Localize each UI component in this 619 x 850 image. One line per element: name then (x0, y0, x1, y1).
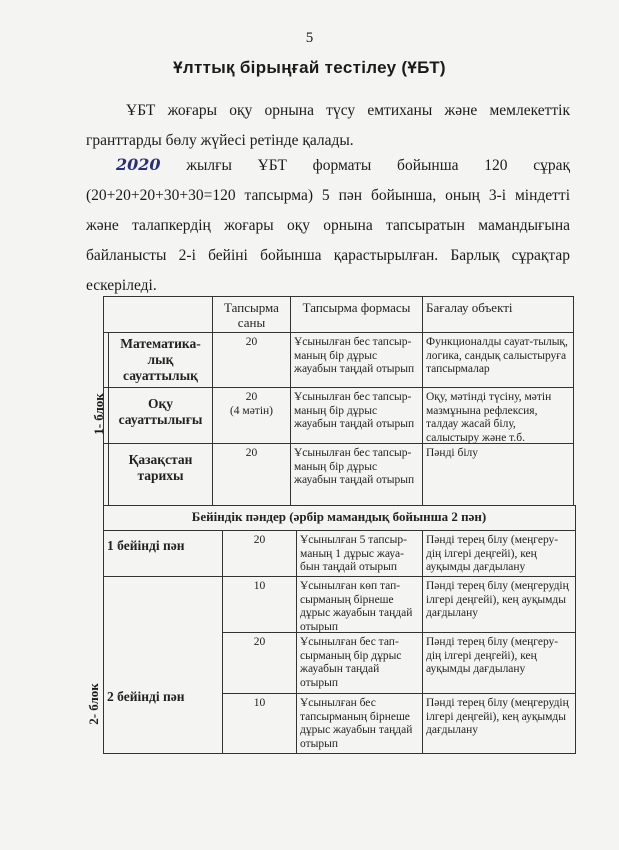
assessment-history: Пәнді білу (426, 447, 479, 459)
format-math: Ұсынылған бес тапсыр-маның бір дұрыс жауабын таңдай отырып (294, 336, 415, 375)
page-title: Ұлттық бірыңғай тестілеу (ҰБТ) (173, 58, 446, 77)
count-profile-2: 20 (253, 636, 266, 648)
count-math: 20 (245, 336, 258, 348)
subject-reading: Оқу сауаттылығы (118, 396, 203, 427)
count-profile-1b: 10 (253, 580, 266, 592)
subject-profile-2: 2 бейінді пән (107, 689, 185, 704)
count-profile-2b: 10 (253, 697, 266, 709)
assessment-profile-1: Пәнді терең білу (меңгеру-дің ілгері деңгейі), кең ауқымды дағдылану (426, 534, 559, 573)
format-profile-1b: Ұсынылған көп тап-сырманың бірнеше дұрыс жауабын таңдай отырып (300, 580, 413, 633)
count-history: 20 (245, 447, 258, 459)
format-profile-2: Ұсынылған бес тап-сырманың бір дұрыс жауабын таңдай отырып (300, 636, 402, 689)
assessment-reading: Оқу, мәтінді түсіну, мәтін мазмұнына рефлексия, талдау жасай білу, салыстыру және т.б. (426, 391, 552, 444)
format-paragraph (86, 150, 570, 301)
subject-profile-1: 1 бейінді пән (107, 538, 185, 553)
assessment-math: Функционалды сауат-тылық, логика, сандық салыстыруға тапсырмалар (426, 336, 568, 375)
header-assessment: Бағалау объекті (426, 300, 513, 315)
format-profile-1: Ұсынылған 5 тапсыр-маның 1 дұрыс жауа-бын таңдай отырып (300, 534, 407, 573)
subject-math: Математика-лық сауаттылық (120, 336, 201, 383)
count-reading-value: 20 (245, 391, 258, 403)
header-format: Тапсырма формасы (302, 300, 411, 315)
intro-paragraph: ҰБТ жоғары оқу орнына түсу емтиханы және мемлекеттік гранттарды бөлу жүйесі ретінде қалады. (86, 102, 570, 149)
header-count: Тапсырма саны (224, 300, 279, 330)
count-reading (213, 389, 290, 420)
format-reading: Ұсынылған бес тапсыр-маның бір дұрыс жауабын таңдай отырып (294, 391, 415, 430)
handwritten-year: 2020 (116, 155, 161, 174)
format-history: Ұсынылған бес тапсыр-маның бір дұрыс жауабын таңдай отырып (294, 447, 415, 486)
assessment-profile-1b: Пәнді терең білу (меңгерудің ілгері деңгейі), кең ауқымды дағдылану (426, 580, 569, 619)
subject-history: Қазақстан тарихы (128, 452, 193, 483)
assessment-profile-2b: Пәнді терең білу (меңгерудің ілгері деңгейі), кең ауқымды дағдылану (426, 697, 569, 736)
count-reading-note: (4 мәтін) (229, 404, 274, 417)
count-profile-1: 20 (253, 534, 266, 546)
block-2-label: 2- блок (86, 683, 101, 725)
format-profile-2b: Ұсынылған бес тапсырманың бірнеше дұрыс жауабын таңдай отырып (300, 697, 413, 750)
format-paragraph-text: жылғы ҰБТ форматы бойынша 120 сұрақ (20+20+20+30+30=120 тапсырма) 5 пән бойынша, оның 3-і міндетті және талапкердің жоғары оқу орнына тапсыратын мамандығына байланысты 2-і бейіні бойынша қарастырылған. Барлық сұрақтар ескеріледі. (86, 157, 570, 294)
assessment-profile-2: Пәнді терең білу (меңгеру-дің ілгері деңгейі), кең ауқымды дағдылану (426, 636, 559, 675)
profile-subjects-heading: Бейіндік пәндер (әрбір мамандық бойынша 2 пән) (191, 509, 487, 524)
block-1-label: 1- блок (91, 393, 106, 435)
page-number: 5 (305, 30, 314, 46)
